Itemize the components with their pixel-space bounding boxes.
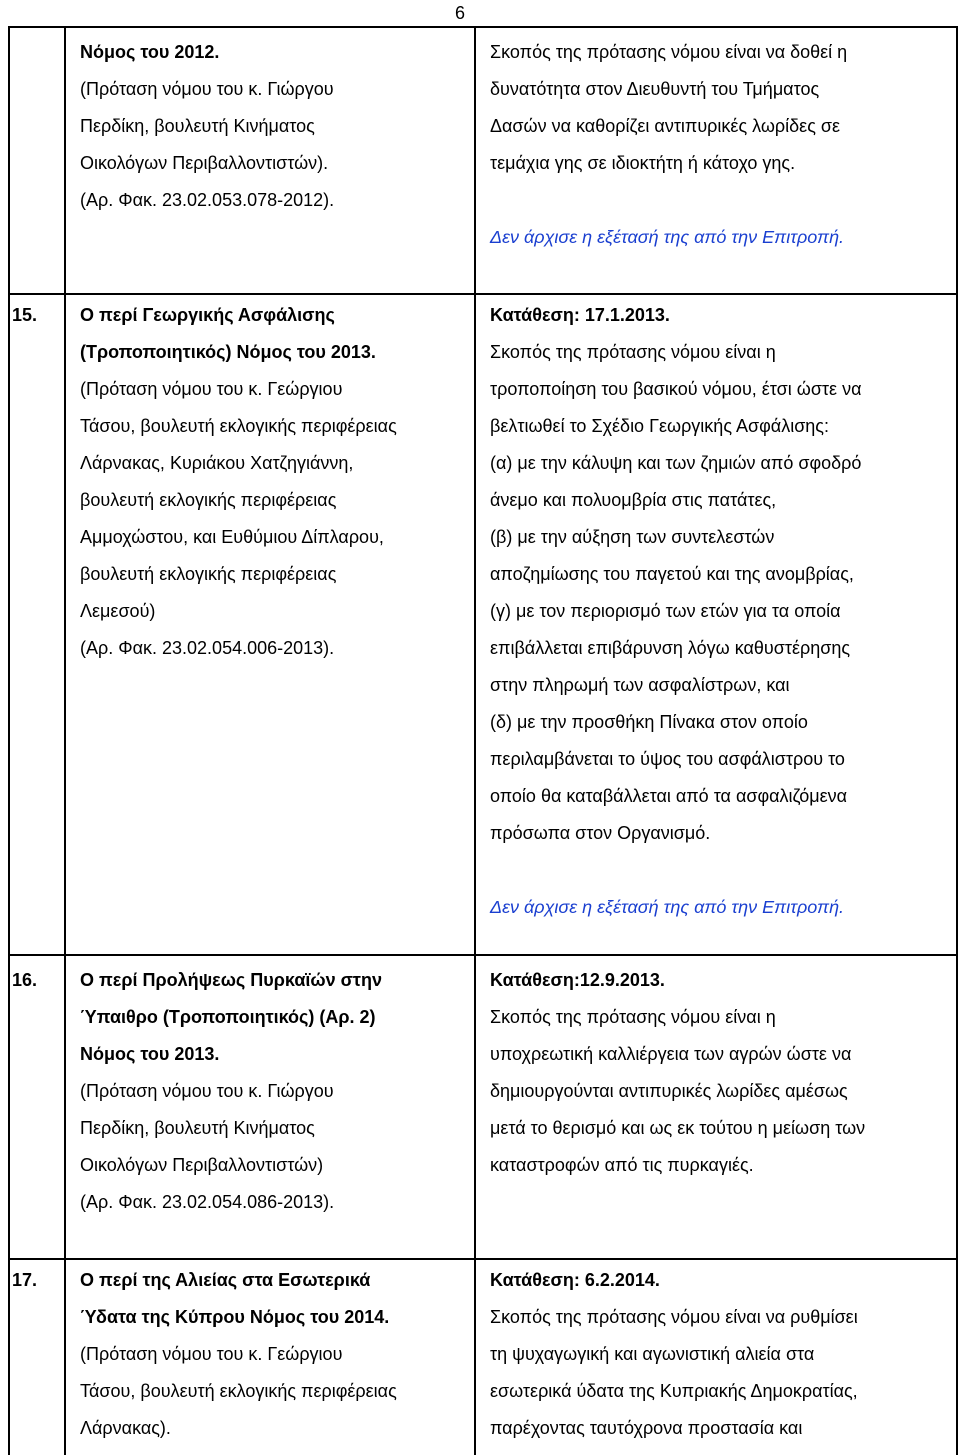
text-line: Περδίκη, βουλευτή Κινήματος: [80, 116, 315, 136]
text-line: Τάσου, βουλευτή εκλογικής περιφέρειας: [80, 1381, 397, 1401]
bold-text-line: Κατάθεση: 17.1.2013.: [490, 305, 670, 325]
text-line: αποζημίωσης του παγετού και της ανομβρίας,: [490, 564, 854, 584]
text-line: (δ) με την προσθήκη Πίνακα στον οποίο: [490, 712, 808, 732]
text-line: βελτιωθεί το Σχέδιο Γεωργικής Ασφάλισης:: [490, 416, 829, 436]
row-separator: [8, 954, 958, 956]
page-number: 6: [454, 3, 465, 23]
text-line: Λάρνακας, Κυριάκου Χατζηγιάννη,: [80, 453, 354, 473]
text-line: (Πρόταση νόμου του κ. Γιώργου: [80, 79, 334, 99]
bill-title-cell: [80, 962, 480, 1221]
text-line: Δασών να καθορίζει αντιπυρικές λωρίδες σε: [490, 116, 840, 136]
bold-text-line: Κατάθεση: 6.2.2014.: [490, 1270, 660, 1290]
text-line: Σκοπός της πρότασης νόμου είναι η: [490, 1007, 776, 1027]
text-line: Σκοπός της πρότασης νόμου είναι να δοθεί η: [490, 42, 848, 62]
text-line: πρόσωπα στον Οργανισμό.: [490, 823, 711, 843]
bold-text-line: Ύδατα της Κύπρου Νόμος του 2014.: [80, 1307, 390, 1327]
row-separator: [8, 293, 958, 295]
text-line: δυνατότητα στον Διευθυντή του Τμήματος: [490, 79, 820, 99]
bill-title-cell: [80, 1262, 480, 1447]
text-line: Λάρνακας).: [80, 1418, 171, 1438]
text-line: εσωτερικά ύδατα της Κυπριακής Δημοκρατίας,: [490, 1381, 858, 1401]
text-line: υποχρεωτική καλλιέργεια των αγρών ώστε να: [490, 1044, 852, 1064]
bold-text-line: Ο περί της Αλιείας στα Εσωτερικά: [80, 1270, 371, 1290]
row-number: 16.: [12, 970, 38, 990]
table-divider-number: [64, 26, 66, 1455]
text-line: τροποποίηση του βασικού νόμου, έτσι ώστε να: [490, 379, 862, 399]
bold-text-line: Ο περί Προλήψεως Πυρκαϊών στην: [80, 970, 382, 990]
text-line: Σκοπός της πρότασης νόμου είναι η: [490, 342, 776, 362]
text-line: περιλαμβάνεται το ύψος του ασφάλιστρου το: [490, 749, 845, 769]
text-line: (γ) με τον περιορισμό των ετών για τα οποία: [490, 601, 841, 621]
text-line: στην πληρωμή των ασφαλίστρων, και: [490, 675, 790, 695]
bill-description-cell: [490, 34, 960, 256]
text-line: (Αρ. Φακ. 23.02.053.078-2012).: [80, 190, 335, 210]
text-line: Οικολόγων Περιβαλλοντιστών): [80, 1155, 324, 1175]
row-separator: [8, 1258, 958, 1260]
bold-text-line: (Τροποποιητικός) Νόμος του 2013.: [80, 342, 376, 362]
text-line: [490, 182, 960, 219]
bill-description-cell: [490, 297, 960, 926]
text-line: παρέχοντας ταυτόχρονα προστασία και: [490, 1418, 803, 1438]
text-line: βουλευτή εκλογικής περιφέρειας: [80, 490, 337, 510]
text-line: (Πρόταση νόμου του κ. Γιώργου: [80, 1081, 334, 1101]
text-line: [490, 852, 960, 889]
text-line: Οικολόγων Περιβαλλοντιστών).: [80, 153, 329, 173]
text-line: Περδίκη, βουλευτή Κινήματος: [80, 1118, 315, 1138]
text-line: Τάσου, βουλευτή εκλογικής περιφέρειας: [80, 416, 397, 436]
text-line: δημιουργούνται αντιπυρικές λωρίδες αμέσως: [490, 1081, 848, 1101]
bill-title-cell: [80, 34, 480, 219]
status-note: Δεν άρχισε η εξέτασή της από την Επιτροπή.: [490, 227, 845, 247]
text-line: (Αρ. Φακ. 23.02.054.086-2013).: [80, 1192, 335, 1212]
text-line: (α) με την κάλυψη και των ζημιών από σφοδρό: [490, 453, 862, 473]
bold-text-line: Νόμος του 2012.: [80, 42, 220, 62]
text-line: μετά το θερισμό και ως εκ τούτου η μείωση των: [490, 1118, 866, 1138]
text-line: (β) με την αύξηση των συντελεστών: [490, 527, 775, 547]
bold-text-line: Ο περί Γεωργικής Ασφάλισης: [80, 305, 335, 325]
text-line: (Αρ. Φακ. 23.02.054.006-2013).: [80, 638, 335, 658]
text-line: βουλευτή εκλογικής περιφέρειας: [80, 564, 337, 584]
row-number: 15.: [12, 305, 38, 325]
table-border-top: [8, 26, 958, 28]
table-divider-columns: [474, 26, 476, 1455]
bold-text-line: Νόμος του 2013.: [80, 1044, 220, 1064]
text-line: Λεμεσού): [80, 601, 156, 621]
text-line: τεμάχια γης σε ιδιοκτήτη ή κάτοχο γης.: [490, 153, 796, 173]
text-line: επιβάλλεται επιβάρυνση λόγω καθυστέρησης: [490, 638, 851, 658]
text-line: (Πρόταση νόμου του κ. Γεώργιου: [80, 1344, 343, 1364]
text-line: (Πρόταση νόμου του κ. Γεώργιου: [80, 379, 343, 399]
text-line: καταστροφών από τις πυρκαγιές.: [490, 1155, 754, 1175]
table-border-left: [8, 26, 10, 1455]
bold-text-line: Κατάθεση:12.9.2013.: [490, 970, 665, 990]
text-line: τη ψυχαγωγική και αγωνιστική αλιεία στα: [490, 1344, 815, 1364]
row-number: 17.: [12, 1270, 38, 1290]
bill-description-cell: [490, 962, 960, 1184]
bold-text-line: Ύπαιθρο (Τροποποιητικός) (Αρ. 2): [80, 1007, 376, 1027]
text-line: Σκοπός της πρότασης νόμου είναι να ρυθμίσει: [490, 1307, 858, 1327]
bill-title-cell: [80, 297, 480, 667]
bill-description-cell: [490, 1262, 960, 1447]
text-line: Αμμοχώστου, και Ευθύμιου Δίπλαρου,: [80, 527, 384, 547]
text-line: άνεμο και πολυομβρία στις πατάτες,: [490, 490, 777, 510]
status-note: Δεν άρχισε η εξέτασή της από την Επιτροπή.: [490, 897, 845, 917]
text-line: οποίο θα καταβάλλεται από τα ασφαλιζόμενα: [490, 786, 848, 806]
